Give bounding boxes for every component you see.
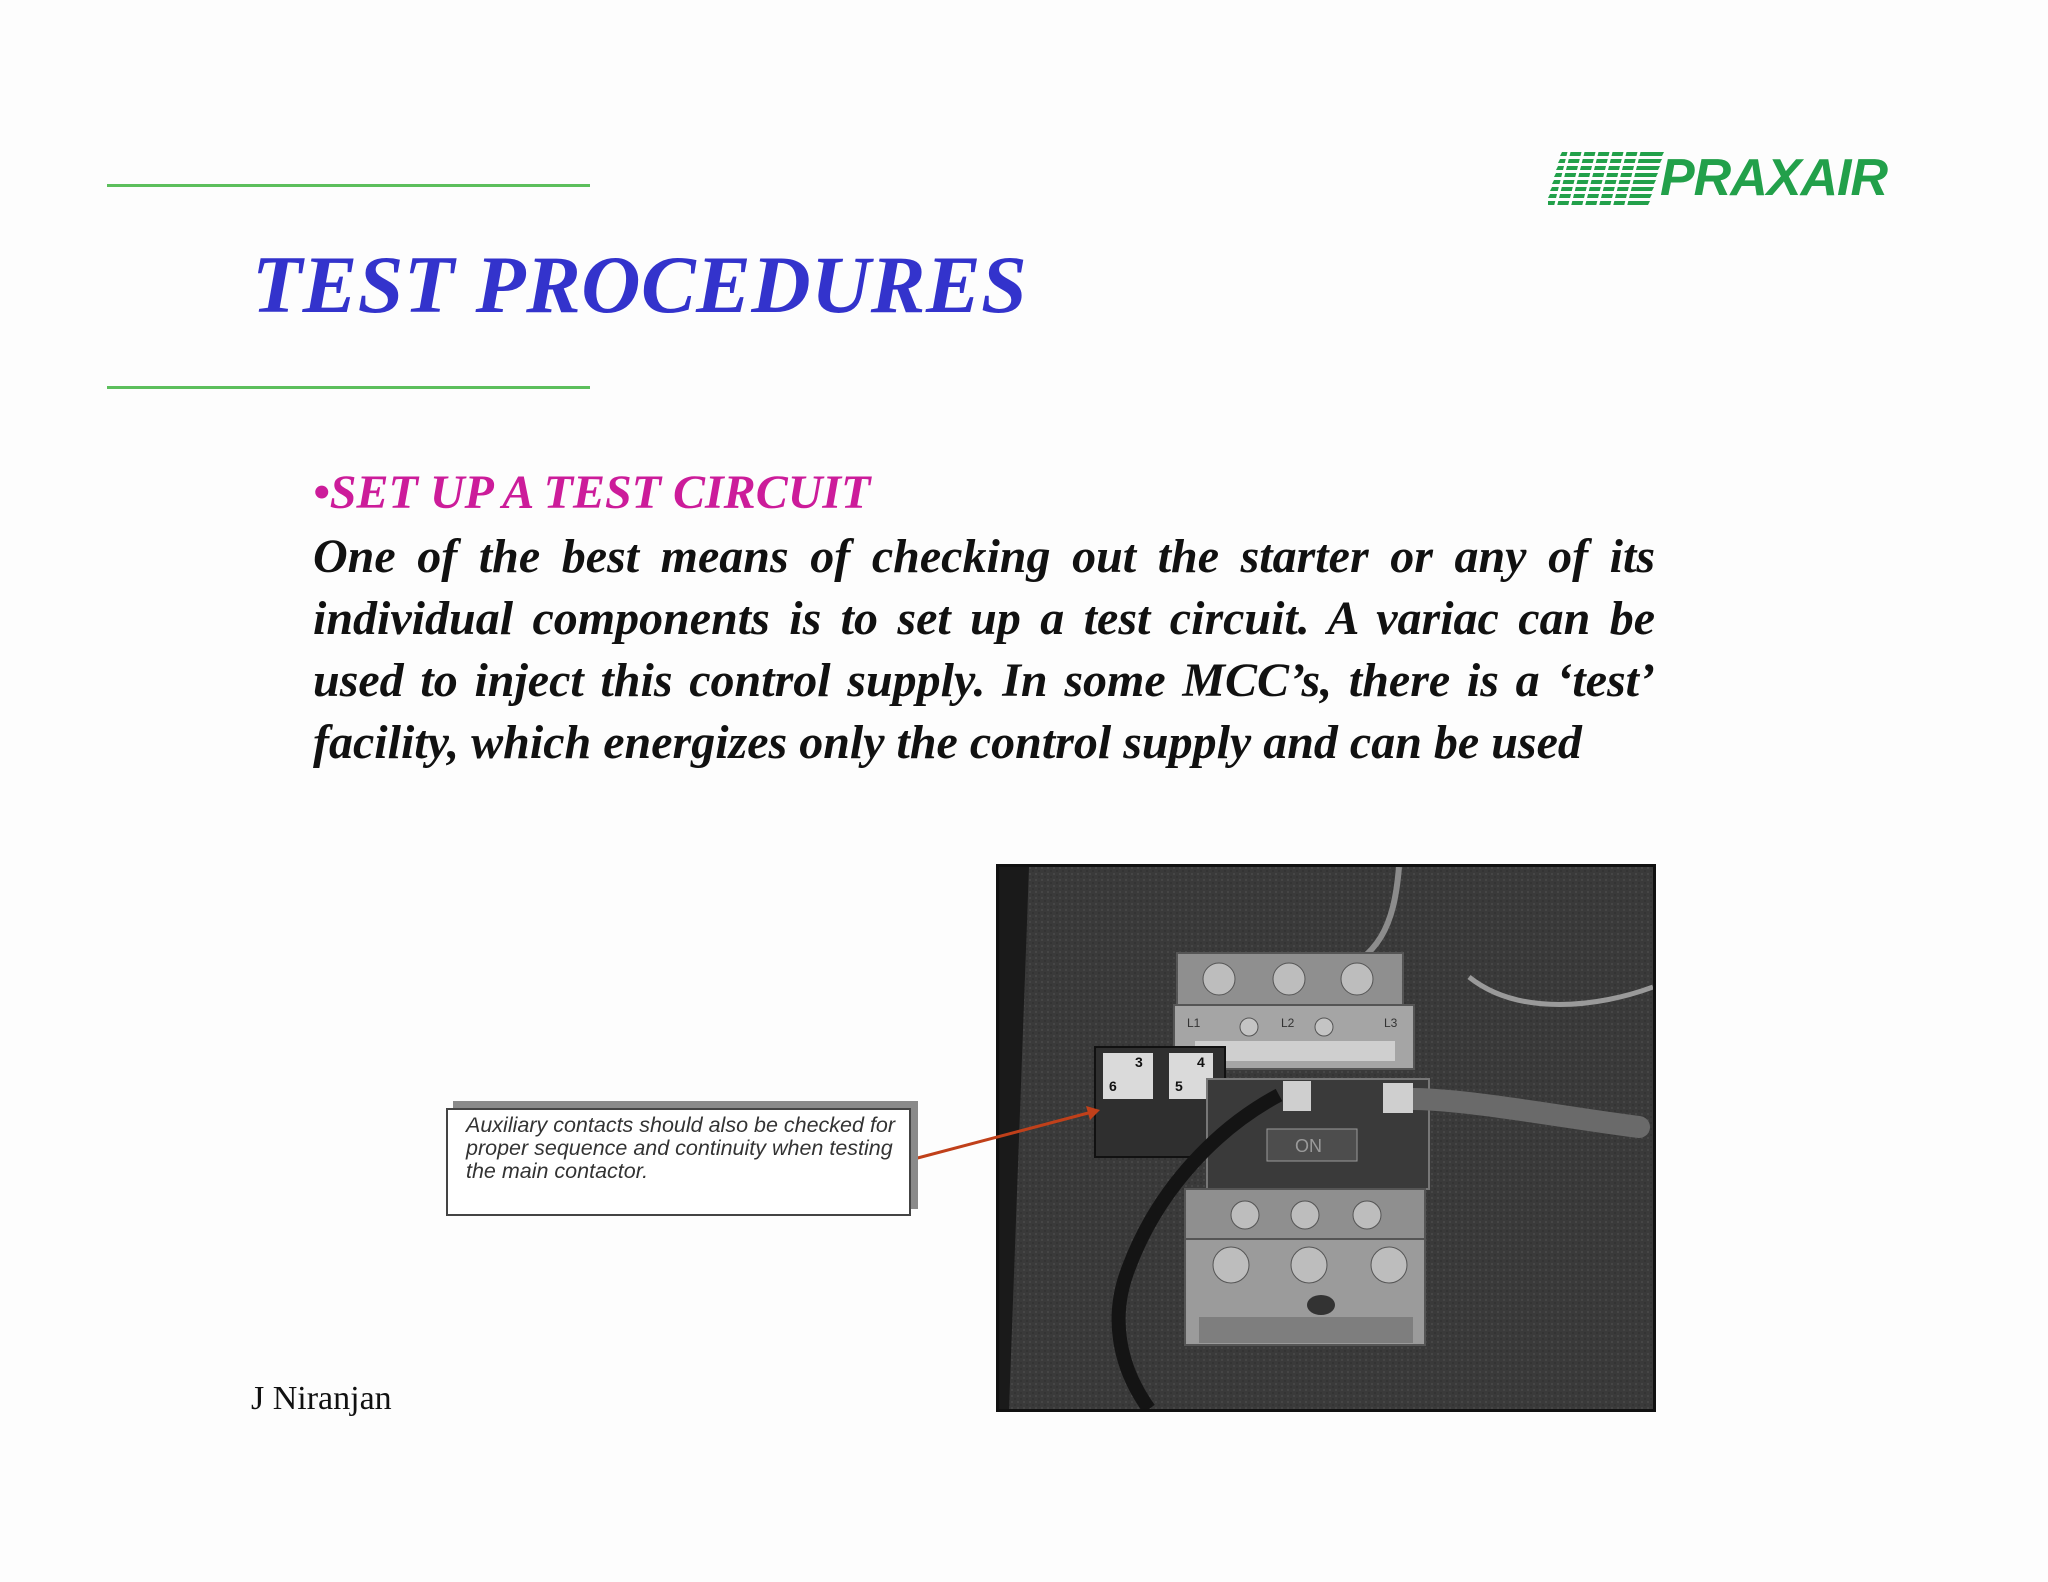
author-footer: J Niranjan xyxy=(251,1380,392,1417)
contact-3-label: 3 xyxy=(1135,1054,1143,1070)
logo-wordmark: PRAXAIR xyxy=(1660,149,1888,207)
body-paragraph: One of the best means of checking out the starter or any of its individual components is to set up a test circuit. A variac can be used to inject this control supply. In some MCC’s, there is a ‘test’ facility, which energizes only the control supply and can be used xyxy=(313,530,1655,769)
praxair-stripes-logo-icon xyxy=(1548,150,1666,206)
arrow-pointer-icon xyxy=(900,1090,1120,1170)
bottom-divider xyxy=(107,386,590,389)
terminal-l3-label: L3 xyxy=(1384,1016,1398,1030)
top-divider xyxy=(107,184,590,187)
on-indicator-label: ON xyxy=(1295,1136,1322,1156)
terminal-l2-label: L2 xyxy=(1281,1016,1295,1030)
contact-6-label: 6 xyxy=(1109,1078,1117,1094)
contact-5-label: 5 xyxy=(1175,1078,1183,1094)
bullet-heading: •SET UP A TEST CIRCUIT xyxy=(313,466,871,519)
terminal-l1-label: L1 xyxy=(1187,1016,1201,1030)
callout-box: Auxiliary contacts should also be checked for proper sequence and continuity when testing the main contactor. xyxy=(446,1108,911,1216)
praxair-logo xyxy=(1548,150,1888,206)
slide-title: TEST PROCEDURES xyxy=(252,239,1028,330)
contact-4-label: 4 xyxy=(1197,1054,1205,1070)
